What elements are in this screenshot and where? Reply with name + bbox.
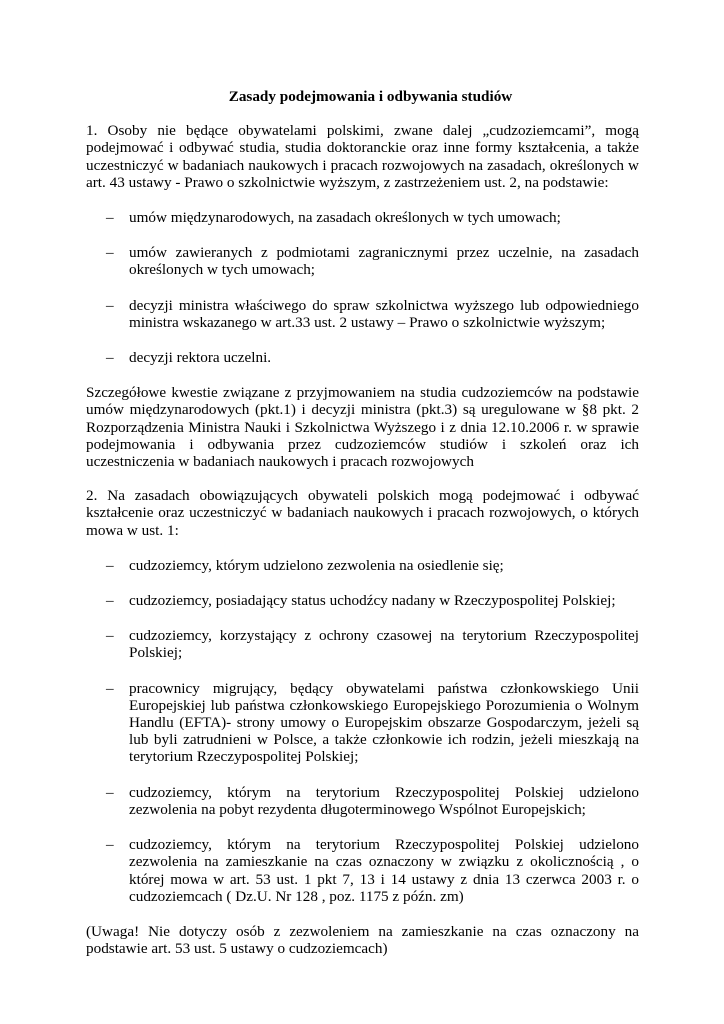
list-item: – pracownicy migrujący, będący obywatelami państwa członkowskiego Unii Europejskiej lub państwa członkowskiego Europejskiego Porozumienia o Wolnym Handlu (EFTA)- strony umowy o Europejskim obszarze Gospodarczym, jeżeli są lub byli zatrudnieni w Polsce, a także członkowie ich rodzin, jeżeli mieszkają na terytorium Rzeczypospolitej Polskiej; xyxy=(106,679,639,766)
dash-bullet: – xyxy=(106,209,114,227)
dash-bullet: – xyxy=(106,592,114,610)
dash-bullet: – xyxy=(106,296,114,314)
dash-bullet: – xyxy=(106,836,114,854)
dash-bullet: – xyxy=(106,556,114,574)
dash-bullet: – xyxy=(106,783,114,801)
dash-bullet: – xyxy=(106,627,114,645)
paragraph-1: 1. Osoby nie będące obywatelami polskimi, zwane dalej „cudzoziemcami”, mogą podejmować i odbywać studia, studia doktoranckie oraz inne formy kształcenia, a także uczestniczyć w badaniach naukowych i pracach rozwojowych na zasadach, określonych w art. 43 ustawy - Prawo o szkolnictwie wyższym, z zastrzeżeniem ust. 2, na podstawie: xyxy=(86,122,639,191)
document-title: Zasady podejmowania i odbywania studiów xyxy=(228,88,513,105)
list-item: – decyzji rektora uczelni. xyxy=(106,349,272,367)
note-paragraph: (Uwaga! Nie dotyczy osób z zezwoleniem na zamieszkanie na czas oznaczony na podstawie art. 53 ust. 5 ustawy o cudzoziemcach) xyxy=(86,922,639,958)
list-item: – umów międzynarodowych, na zasadach określonych w tych umowach; xyxy=(106,209,561,227)
list-item: – cudzoziemcy, którym na terytorium Rzeczypospolitej Polskiej udzielono zezwolenia na zamieszkanie na czas oznaczony w związku z okolicznością , o której mowa w art. 53 ust. 1 pkt 7, 13 i 14 ustawy z dnia 13 czerwca 2003 r. o cudzoziemcach ( Dz.U. Nr 128 , poz. 1175 z późn. zm) xyxy=(106,836,639,905)
dash-bullet: – xyxy=(106,349,114,367)
list-item: – cudzoziemcy, korzystający z ochrony czasowej na terytorium Rzeczypospolitej Polskiej; xyxy=(106,627,639,662)
dash-bullet: – xyxy=(106,244,114,262)
list-item: – decyzji ministra właściwego do spraw szkolnictwa wyższego lub odpowiedniego ministra wskazanego w art.33 ust. 2 ustawy – Prawo o szkolnictwie wyższym; xyxy=(106,296,639,331)
document-page xyxy=(86,88,639,957)
eligible-persons-list xyxy=(86,557,639,905)
paragraph-2: Szczegółowe kwestie związane z przyjmowaniem na studia cudzoziemców na podstawie umów międzynarodowych (pkt.1) i decyzji ministra (pkt.3) są uregulowane w §8 pkt. 2 Rozporządzenia Ministra Nauki i Szkolnictwa Wyższego i z dnia 12.10.2006 r. w sprawie podejmowania i odbywania przez cudzoziemców studiów i szkoleń oraz ich uczestniczenia w badaniach naukowych i pracach rozwojowych xyxy=(86,384,639,471)
list-item: – cudzoziemcy, posiadający status uchodźcy nadany w Rzeczypospolitej Polskiej; xyxy=(106,592,616,610)
list-item: – cudzoziemcy, którym udzielono zezwolenia na osiedlenie się; xyxy=(106,556,504,574)
paragraph-3: 2. Na zasadach obowiązujących obywateli polskich mogą podejmować i odbywać kształcenie oraz uczestniczyć w badaniach naukowych i pracach rozwojowych, o których mowa w ust. 1: xyxy=(86,487,639,539)
list-item: – umów zawieranych z podmiotami zagranicznymi przez uczelnie, na zasadach określonych w tych umowach; xyxy=(106,244,639,279)
legal-basis-list xyxy=(86,209,639,366)
list-item: – cudzoziemcy, którym na terytorium Rzeczypospolitej Polskiej udzielono zezwolenia na pobyt rezydenta długoterminowego Wspólnot Europejskich; xyxy=(106,783,639,818)
dash-bullet: – xyxy=(106,679,114,697)
